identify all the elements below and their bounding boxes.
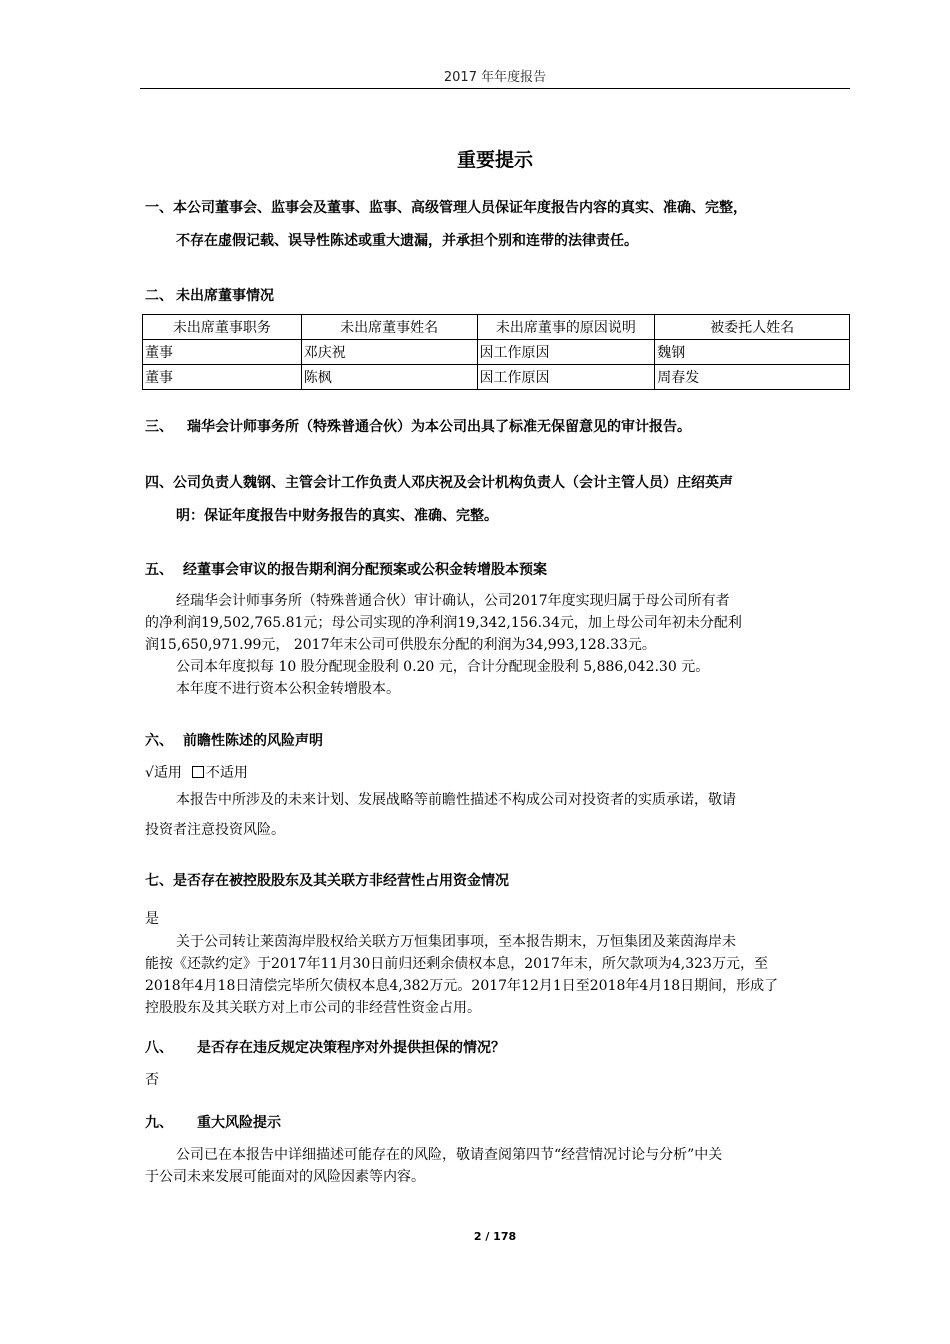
table-row xyxy=(143,340,850,365)
column-header: 未出席董事的原因说明 xyxy=(477,315,655,340)
section-number: 八、 xyxy=(145,1040,173,1056)
applicability-options xyxy=(145,762,248,782)
section-7-heading xyxy=(145,870,509,890)
section-number: 三、 xyxy=(145,419,173,435)
answer-text: 是 xyxy=(145,911,159,927)
section-number: 二、 xyxy=(145,288,173,304)
section-5-heading xyxy=(145,559,547,579)
table-cell: 因工作原因 xyxy=(477,365,655,390)
section-text: 重大风险提示 xyxy=(197,1115,281,1131)
paragraph-line: 投资者注意投资风险。 xyxy=(145,822,285,838)
paragraph-line: 的净利润19,502,765.81元；母公司实现的净利润19,342,156.34元，加上母公司年初未分配利 xyxy=(145,615,742,631)
table-header-row xyxy=(143,315,850,340)
section-2-heading xyxy=(145,285,274,305)
table-cell: 董事 xyxy=(143,365,302,390)
section-number: 四、 xyxy=(145,475,173,491)
section-text: 经董事会审议的报告期利润分配预案或公积金转增股本预案 xyxy=(183,562,547,578)
paragraph-line: 本年度不进行资本公积金转增股本。 xyxy=(176,681,400,697)
answer-text: 否 xyxy=(145,1072,159,1088)
table-cell: 陈枫 xyxy=(301,365,477,390)
table-cell: 周春发 xyxy=(655,365,850,390)
page-title: 重要提示 xyxy=(456,149,533,171)
section-1-line-1 xyxy=(145,197,747,217)
column-header: 未出席董事姓名 xyxy=(301,315,477,340)
paragraph-line: 能按《还款约定》于2017年11月30日前归还剩余债权本息，2017年末，所欠款项为4,323万元，至 xyxy=(145,956,768,972)
table-cell: 因工作原因 xyxy=(477,340,655,365)
section-number: 七、 xyxy=(145,873,173,889)
column-header: 未出席董事职务 xyxy=(143,315,302,340)
paragraph-line: 控股股东及其关联方对上市公司的非经营性资金占用。 xyxy=(145,1000,481,1016)
section-4-line-1 xyxy=(145,472,733,492)
applicable-checked: √适用 xyxy=(145,765,182,781)
section-text: 公司负责人魏钢、主管会计工作负责人邓庆祝及会计机构负责人（会计主管人员）庄绍英声 xyxy=(173,475,733,491)
paragraph-line: 润15,650,971.99元， 2017年末公司可供股东分配的利润为34,993,128.33元。 xyxy=(145,637,656,653)
not-applicable-label: 不适用 xyxy=(205,765,248,781)
paragraph-line: 公司本年度拟每 10 股分配现金股利 0.20 元，合计分配现金股利 5,886,042.30 元。 xyxy=(176,659,710,675)
section-number: 一、 xyxy=(145,200,173,216)
section-text: 本公司董事会、监事会及董事、监事、高级管理人员保证年度报告内容的真实、准确、完整， xyxy=(173,200,747,216)
paragraph-line: 经瑞华会计师事务所（特殊普通合伙）审计确认，公司2017年度实现归属于母公司所有者 xyxy=(176,593,730,609)
section-number: 五、 xyxy=(145,562,173,578)
absent-directors-table xyxy=(142,314,850,390)
section-9-heading xyxy=(145,1112,281,1132)
table-cell: 魏钢 xyxy=(655,340,850,365)
table-row xyxy=(143,365,850,390)
header-rule xyxy=(140,88,850,89)
section-text: 瑞华会计师事务所（特殊普通合伙）为本公司出具了标准无保留意见的审计报告。 xyxy=(187,419,691,435)
table-cell: 邓庆祝 xyxy=(301,340,477,365)
section-1-line-2: 不存在虚假记载、误导性陈述或重大遗漏，并承担个别和连带的法律责任。 xyxy=(176,233,638,249)
section-text: 未出席董事情况 xyxy=(176,288,274,304)
column-header: 被委托人姓名 xyxy=(655,315,850,340)
paragraph-line: 2018年4月18日清偿完毕所欠债权本息4,382万元。2017年12月1日至2018年4月18日期间，形成了 xyxy=(145,978,779,994)
paragraph-line: 于公司未来发展可能面对的风险因素等内容。 xyxy=(145,1169,425,1185)
paragraph-line: 公司已在本报告中详细描述可能存在的风险，敬请查阅第四节“经营情况讨论与分析”中关 xyxy=(176,1147,723,1163)
running-header: 2017 年年度报告 xyxy=(443,70,547,85)
section-3 xyxy=(145,416,691,436)
paragraph-line: 本报告中所涉及的未来计划、发展战略等前瞻性描述不构成公司对投资者的实质承诺，敬请 xyxy=(176,792,736,808)
checkbox-icon xyxy=(192,766,204,778)
section-number: 六、 xyxy=(145,733,173,749)
section-text: 是否存在被控股股东及其关联方非经营性占用资金情况 xyxy=(173,873,509,889)
table-cell: 董事 xyxy=(143,340,302,365)
section-4-line-2: 明：保证年度报告中财务报告的真实、准确、完整。 xyxy=(176,508,498,524)
section-text: 是否存在违反规定决策程序对外提供担保的情况？ xyxy=(197,1040,505,1056)
section-8-heading xyxy=(145,1037,505,1057)
section-6-heading xyxy=(145,730,323,750)
section-number: 九、 xyxy=(145,1115,173,1131)
section-text: 前瞻性陈述的风险声明 xyxy=(183,733,323,749)
page-number: 2 / 178 xyxy=(473,1230,517,1243)
paragraph-line: 关于公司转让莱茵海岸股权给关联方万恒集团事项，至本报告期末，万恒集团及莱茵海岸未 xyxy=(176,934,736,950)
